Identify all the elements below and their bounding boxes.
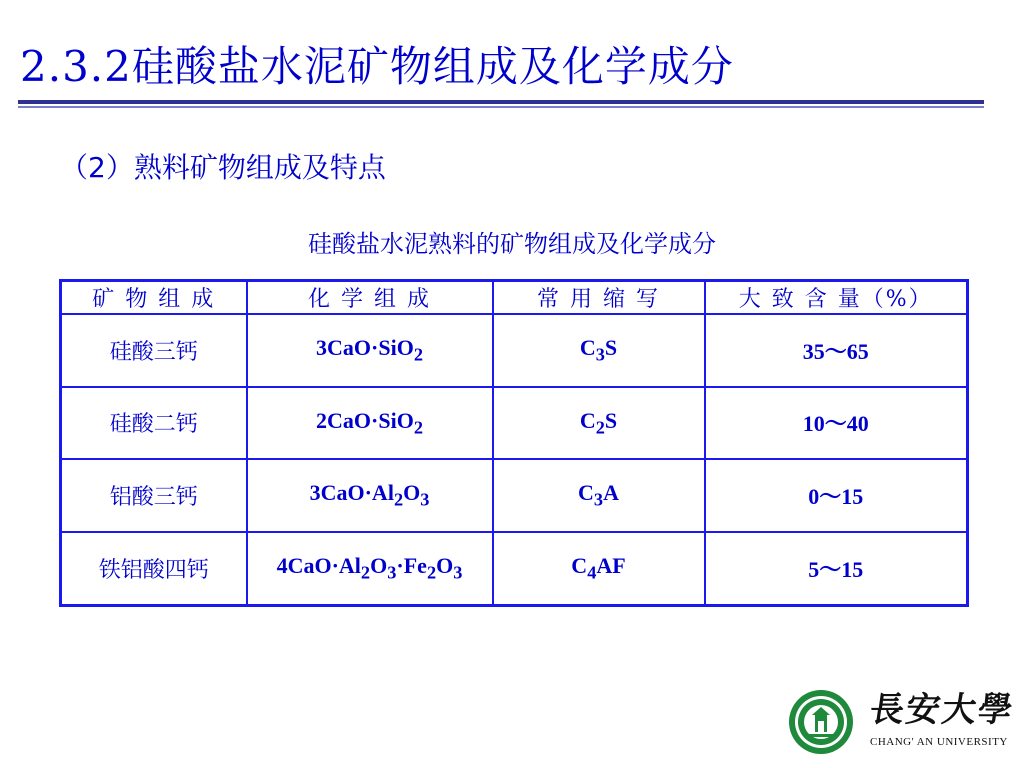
- mineral-composition-table: [59, 279, 969, 607]
- abbreviation: $C_2S$: [493, 387, 705, 460]
- abbreviation: $C_3A$: [493, 459, 705, 532]
- table-header-row: [61, 281, 968, 315]
- title-underline: [18, 100, 984, 109]
- table-row: [61, 387, 968, 460]
- table-row: [61, 459, 968, 532]
- abbreviation: $C_3S$: [493, 314, 705, 387]
- table-row: [61, 532, 968, 606]
- header-abbreviation: 常 用 缩 写: [493, 281, 705, 315]
- title-underline-thin: [18, 106, 984, 108]
- chemical-formula: 2CaO·SiO$_2$: [247, 387, 493, 460]
- content-range: 35～65: [705, 314, 968, 387]
- section-subtitle: （2）熟料矿物组成及特点: [60, 151, 386, 184]
- chemical-formula: $3CaO\cdot Al_2O_3$: [247, 459, 493, 532]
- university-seal-logo: [787, 688, 855, 756]
- content-range: 5～15: [705, 532, 968, 606]
- chemical-formula: 3CaO·SiO$_2$: [247, 314, 493, 387]
- chemical-formula: $4CaO\cdot Al_2O_3\cdot Fe_2O_3$: [247, 532, 493, 606]
- mineral-name: 铁铝酸四钙: [61, 532, 247, 606]
- abbreviation: $C_4AF$: [493, 532, 705, 606]
- header-chemical-composition: 化 学 组 成: [247, 281, 493, 315]
- table-caption: 硅酸盐水泥熟料的矿物组成及化学成分: [308, 230, 716, 258]
- content-range: 0～15: [705, 459, 968, 532]
- university-wordmark: [867, 690, 1017, 762]
- mineral-name: 铝酸三钙: [61, 459, 247, 532]
- mineral-name: 硅酸二钙: [61, 387, 247, 460]
- slide-title: 2.3.2硅酸盐水泥矿物组成及化学成分: [20, 42, 734, 91]
- university-name-english: CHANG' AN UNIVERSITY: [870, 736, 1008, 748]
- header-mineral-composition: 矿 物 组 成: [61, 281, 247, 315]
- university-name-chinese: 長安大學: [867, 690, 1017, 730]
- header-approx-content: 大 致 含 量（%）: [705, 281, 968, 315]
- mineral-name: 硅酸三钙: [61, 314, 247, 387]
- title-underline-thick: [18, 100, 984, 104]
- table-row: [61, 314, 968, 387]
- content-range: 10～40: [705, 387, 968, 460]
